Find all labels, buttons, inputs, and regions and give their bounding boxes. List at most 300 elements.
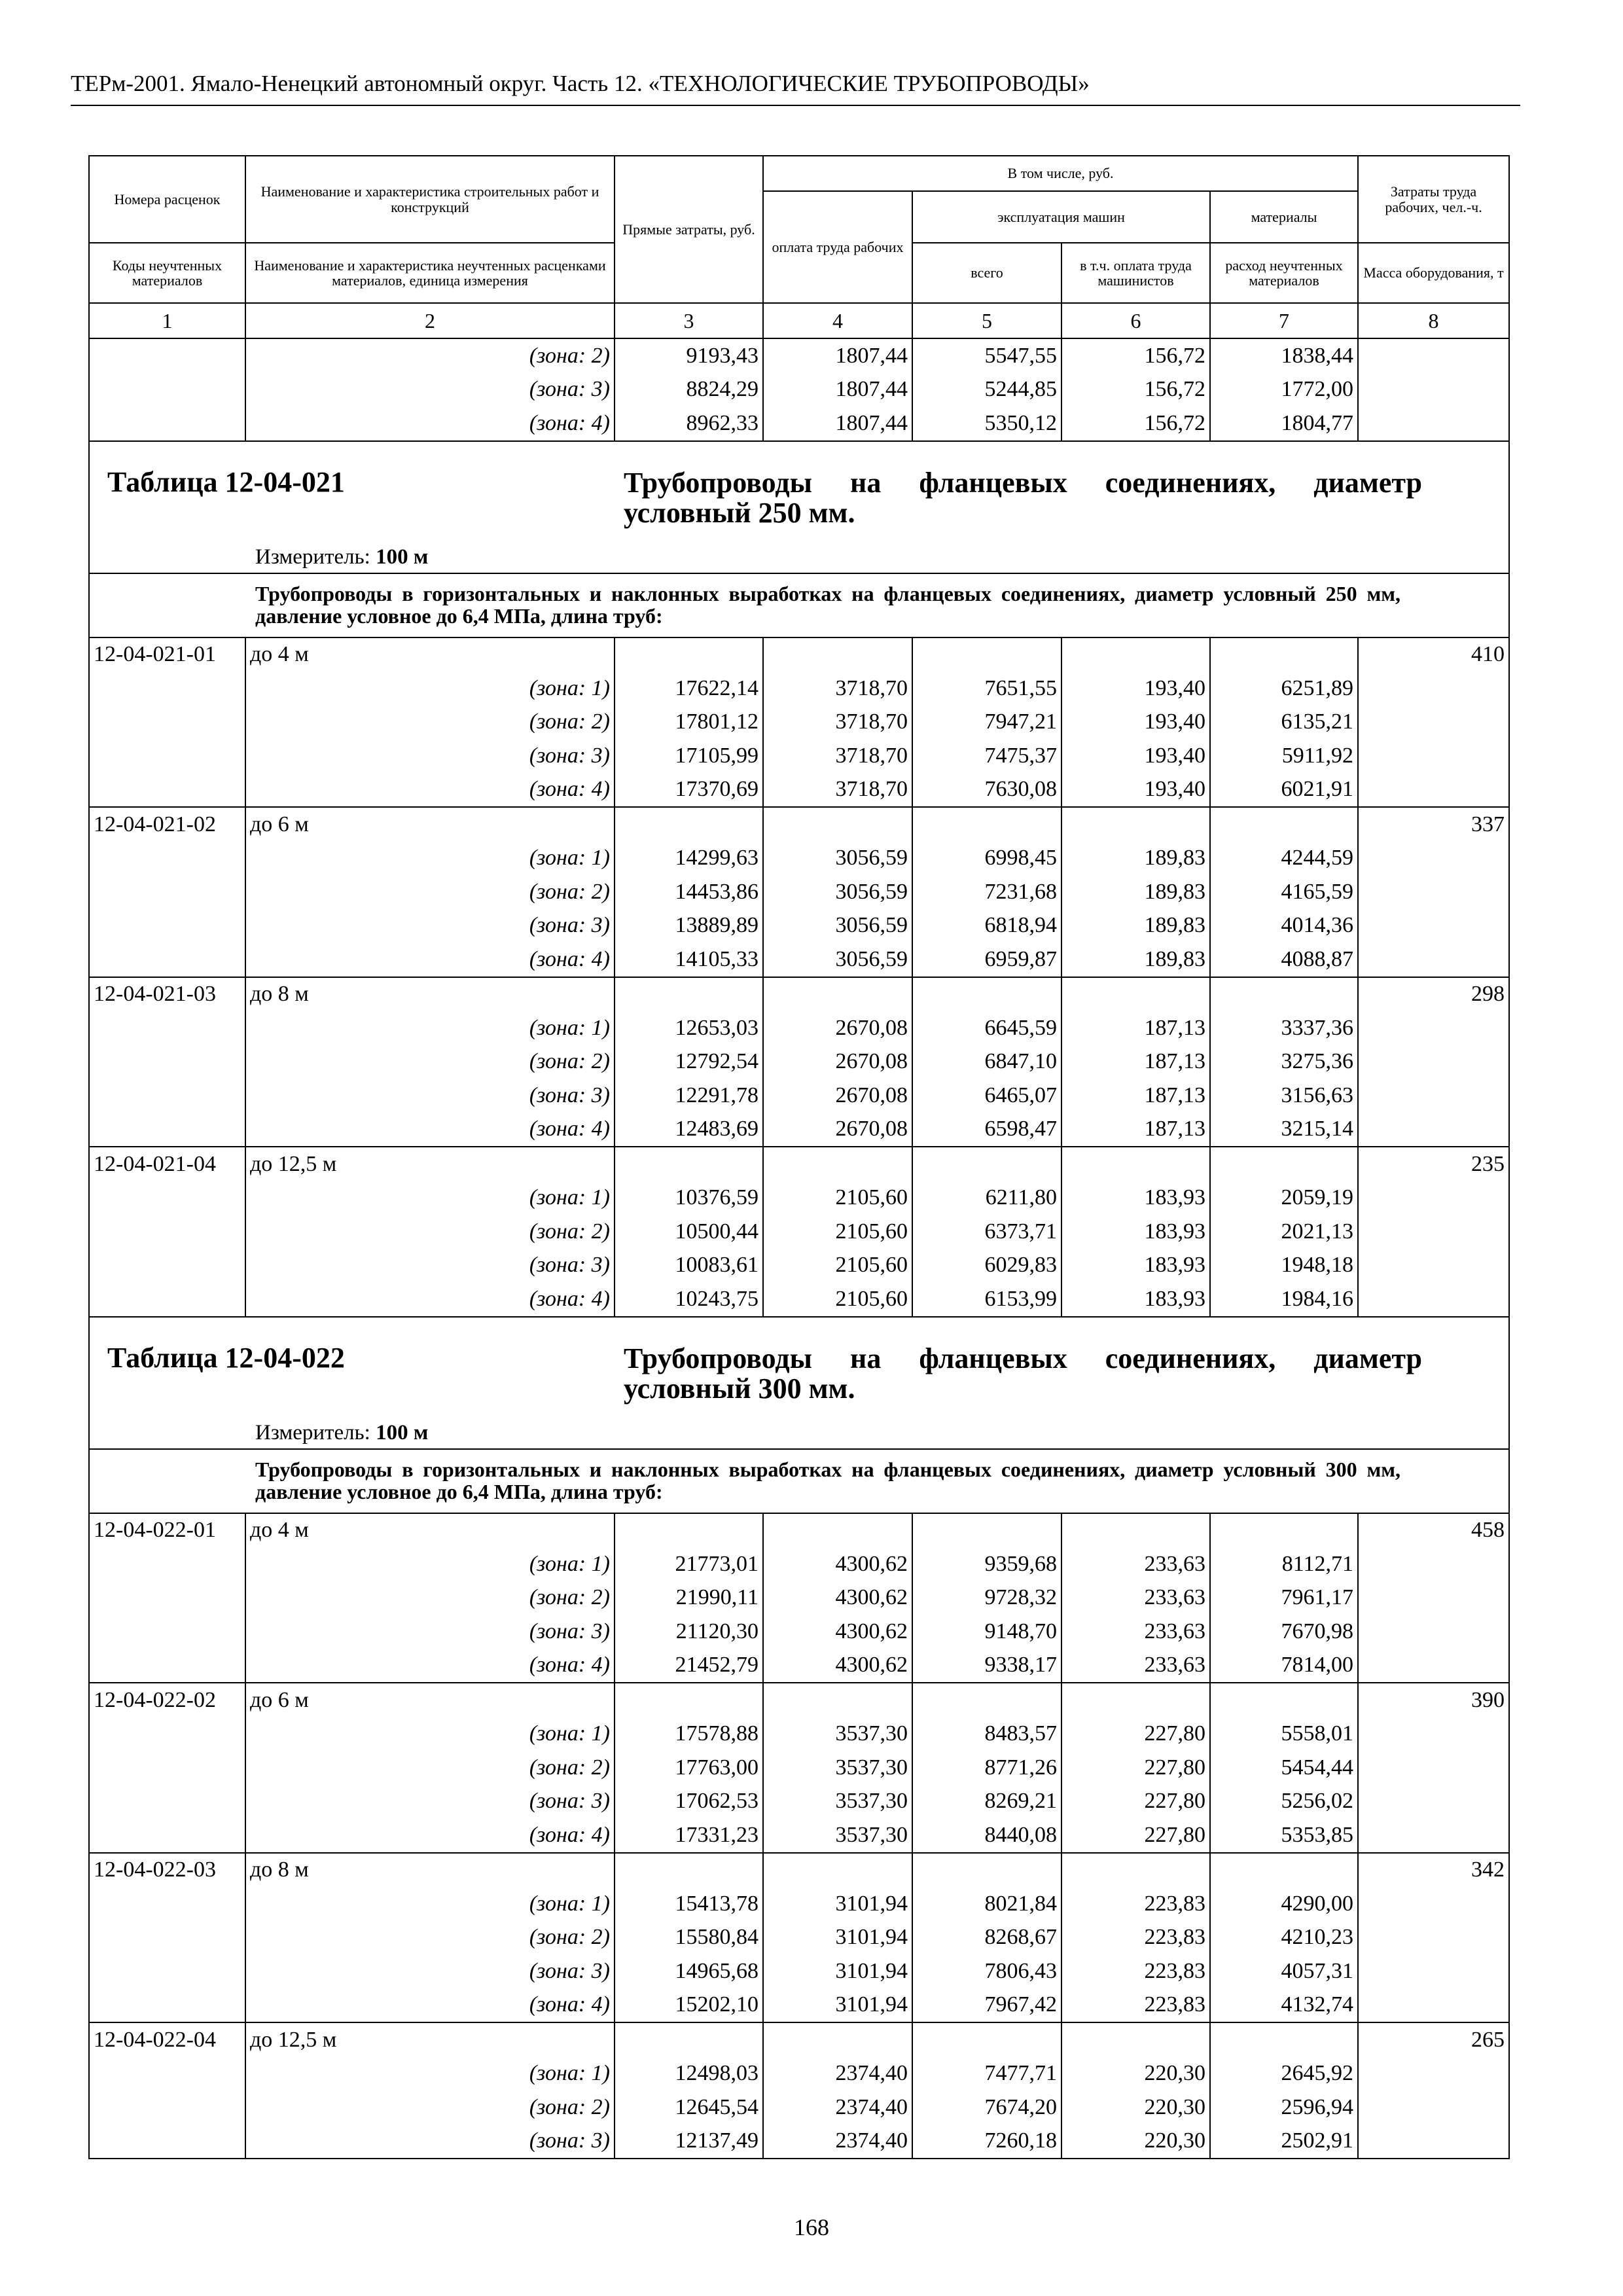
value-cell: 233,63 <box>1061 1649 1210 1683</box>
column-number: 4 <box>763 303 912 338</box>
rate-code: 12-04-022-02 <box>89 1683 245 1717</box>
value-cell: 2059,19 <box>1210 1181 1358 1215</box>
empty-cell <box>763 807 912 842</box>
empty-cell <box>1358 1921 1509 1955</box>
value-cell: 193,40 <box>1061 773 1210 808</box>
empty-cell <box>89 2090 245 2125</box>
value-cell: 2105,60 <box>763 1282 912 1317</box>
empty-cell <box>89 1215 245 1249</box>
value-cell: 4300,62 <box>763 1581 912 1615</box>
value-cell: 2105,60 <box>763 1215 912 1249</box>
value-cell: 6211,80 <box>912 1181 1061 1215</box>
zone-label: (зона: 1) <box>245 1181 615 1215</box>
empty-cell <box>1358 1785 1509 1819</box>
labor-cost: 342 <box>1358 1853 1509 1888</box>
empty-cell <box>1358 1249 1509 1283</box>
zone-row <box>89 1181 1509 1215</box>
empty-cell <box>1358 1282 1509 1317</box>
table-title-block <box>89 1317 1509 1449</box>
empty-cell <box>1210 1683 1358 1717</box>
empty-cell <box>89 1011 245 1045</box>
zone-label: (зона: 4) <box>245 942 615 977</box>
zone-row <box>89 1581 1509 1615</box>
column-number: 1 <box>89 303 245 338</box>
rate-row <box>89 977 1509 1012</box>
empty-cell <box>1358 773 1509 808</box>
value-cell: 6029,83 <box>912 1249 1061 1283</box>
empty-cell <box>615 2022 763 2057</box>
empty-cell <box>89 875 245 909</box>
empty-cell <box>89 1282 245 1317</box>
value-cell: 3537,30 <box>763 1818 912 1853</box>
zone-label: (зона: 4) <box>245 1818 615 1853</box>
zone-label: (зона: 3) <box>245 1785 615 1819</box>
value-cell: 7475,37 <box>912 739 1061 773</box>
header-machines: эксплуатация машин <box>912 191 1210 243</box>
value-cell: 4165,59 <box>1210 875 1358 909</box>
value-cell: 5454,44 <box>1210 1751 1358 1785</box>
value-cell: 5350,12 <box>912 406 1061 441</box>
value-cell: 223,83 <box>1061 1887 1210 1921</box>
empty-cell <box>1358 706 1509 740</box>
value-cell: 3537,30 <box>763 1785 912 1819</box>
value-cell: 3056,59 <box>763 942 912 977</box>
value-cell: 2105,60 <box>763 1249 912 1283</box>
empty-cell <box>89 1785 245 1819</box>
value-cell: 7651,55 <box>912 672 1061 706</box>
value-cell: 3337,36 <box>1210 1011 1358 1045</box>
value-cell: 8440,08 <box>912 1818 1061 1853</box>
empty-cell <box>1358 1751 1509 1785</box>
value-cell: 3275,36 <box>1210 1045 1358 1079</box>
value-cell: 1948,18 <box>1210 1249 1358 1283</box>
value-cell: 17763,00 <box>615 1751 763 1785</box>
value-cell: 3718,70 <box>763 672 912 706</box>
value-cell: 7814,00 <box>1210 1649 1358 1683</box>
empty-cell <box>1210 2022 1358 2057</box>
value-cell: 183,93 <box>1061 1181 1210 1215</box>
zone-label: (зона: 4) <box>245 1649 615 1683</box>
rate-row <box>89 807 1509 842</box>
value-cell: 6959,87 <box>912 942 1061 977</box>
zone-label: (зона: 4) <box>245 1113 615 1147</box>
empty-cell <box>615 637 763 672</box>
empty-cell <box>912 2022 1061 2057</box>
column-number: 2 <box>245 303 615 338</box>
value-cell: 220,30 <box>1061 2057 1210 2091</box>
column-number: 3 <box>615 303 763 338</box>
empty-cell <box>763 977 912 1012</box>
value-cell: 10243,75 <box>615 1282 763 1317</box>
value-cell: 6373,71 <box>912 1215 1061 1249</box>
zone-label: (зона: 3) <box>245 2125 615 2159</box>
value-cell: 156,72 <box>1061 373 1210 407</box>
empty-cell <box>89 1249 245 1283</box>
value-cell: 7806,43 <box>912 1954 1061 1988</box>
empty-cell <box>89 773 245 808</box>
value-cell: 7477,71 <box>912 2057 1061 2091</box>
header-col7: расход неучтенных материалов <box>1210 243 1358 303</box>
zone-label: (зона: 2) <box>245 706 615 740</box>
rate-row <box>89 1683 1509 1717</box>
empty-cell <box>89 2057 245 2091</box>
empty-cell <box>763 1853 912 1888</box>
value-cell: 156,72 <box>1061 338 1210 373</box>
rate-name: до 12,5 м <box>245 1147 615 1181</box>
rate-code: 12-04-021-03 <box>89 977 245 1012</box>
value-cell: 17801,12 <box>615 706 763 740</box>
value-cell: 1984,16 <box>1210 1282 1358 1317</box>
value-cell: 220,30 <box>1061 2090 1210 2125</box>
header-col6: в т.ч. оплата труда машинистов <box>1061 243 1210 303</box>
value-cell: 9359,68 <box>912 1547 1061 1581</box>
value-cell: 227,80 <box>1061 1785 1210 1819</box>
empty-cell <box>89 1547 245 1581</box>
zone-row <box>89 1547 1509 1581</box>
value-cell: 2374,40 <box>763 2090 912 2125</box>
value-cell: 8021,84 <box>912 1887 1061 1921</box>
rate-name: до 12,5 м <box>245 2022 615 2057</box>
value-cell: 3156,63 <box>1210 1079 1358 1113</box>
value-cell: 189,83 <box>1061 875 1210 909</box>
value-cell: 2105,60 <box>763 1181 912 1215</box>
value-cell: 2670,08 <box>763 1079 912 1113</box>
empty-cell <box>89 1717 245 1751</box>
value-cell: 2670,08 <box>763 1011 912 1045</box>
page-number: 168 <box>794 2214 829 2240</box>
value-cell: 3056,59 <box>763 842 912 876</box>
rate-name: до 4 м <box>245 637 615 672</box>
header-col2-top: Наименование и характеристика строительных работ и конструкций <box>245 156 615 243</box>
empty-cell <box>89 1581 245 1615</box>
empty-cell <box>89 1954 245 1988</box>
empty-cell <box>1358 1818 1509 1853</box>
value-cell: 7630,08 <box>912 773 1061 808</box>
rate-row <box>89 637 1509 672</box>
empty-cell <box>1358 1181 1509 1215</box>
value-cell: 3056,59 <box>763 875 912 909</box>
zone-label: (зона: 1) <box>245 1011 615 1045</box>
unit-label: Измеритель: <box>255 545 370 569</box>
value-cell: 4300,62 <box>763 1615 912 1649</box>
value-cell: 189,83 <box>1061 909 1210 943</box>
empty-cell <box>89 1818 245 1853</box>
empty-cell <box>1210 977 1358 1012</box>
empty-cell <box>89 406 245 441</box>
value-cell: 2645,92 <box>1210 2057 1358 2091</box>
empty-cell <box>615 1147 763 1181</box>
header-materials: материалы <box>1210 191 1358 243</box>
value-cell: 6135,21 <box>1210 706 1358 740</box>
empty-cell <box>1358 842 1509 876</box>
value-cell: 15202,10 <box>615 1988 763 2023</box>
empty-cell <box>1358 1547 1509 1581</box>
zone-row <box>89 338 1509 373</box>
value-cell: 12792,54 <box>615 1045 763 1079</box>
value-cell: 3215,14 <box>1210 1113 1358 1147</box>
value-cell: 12645,54 <box>615 2090 763 2125</box>
zone-label: (зона: 3) <box>245 739 615 773</box>
value-cell: 21452,79 <box>615 1649 763 1683</box>
empty-cell <box>912 807 1061 842</box>
value-cell: 14965,68 <box>615 1954 763 1988</box>
empty-cell <box>615 1853 763 1888</box>
value-cell: 4057,31 <box>1210 1954 1358 1988</box>
value-cell: 5911,92 <box>1210 739 1358 773</box>
value-cell: 227,80 <box>1061 1818 1210 1853</box>
value-cell: 17622,14 <box>615 672 763 706</box>
value-cell: 8483,57 <box>912 1717 1061 1751</box>
labor-cost: 458 <box>1358 1513 1509 1548</box>
empty-cell <box>912 637 1061 672</box>
empty-cell <box>1210 1513 1358 1548</box>
zone-row <box>89 1079 1509 1113</box>
empty-cell <box>1358 1079 1509 1113</box>
empty-cell <box>1061 2022 1210 2057</box>
value-cell: 17370,69 <box>615 773 763 808</box>
table-code: Таблица 12-04-021 <box>107 465 345 498</box>
rate-name: до 4 м <box>245 1513 615 1548</box>
rate-row <box>89 1147 1509 1181</box>
zone-label: (зона: 1) <box>245 1547 615 1581</box>
value-cell: 233,63 <box>1061 1581 1210 1615</box>
zone-row <box>89 1921 1509 1955</box>
value-cell: 15580,84 <box>615 1921 763 1955</box>
value-cell: 183,93 <box>1061 1215 1210 1249</box>
empty-cell <box>89 942 245 977</box>
value-cell: 21990,11 <box>615 1581 763 1615</box>
zone-label: (зона: 2) <box>245 1215 615 1249</box>
zone-row <box>89 2090 1509 2125</box>
empty-cell <box>89 1113 245 1147</box>
price-table <box>88 155 1510 2159</box>
zone-row <box>89 2057 1509 2091</box>
value-cell: 7670,98 <box>1210 1615 1358 1649</box>
zone-row <box>89 1649 1509 1683</box>
rate-row <box>89 1853 1509 1888</box>
rate-code: 12-04-021-02 <box>89 807 245 842</box>
empty-cell <box>1061 1147 1210 1181</box>
zone-label: (зона: 2) <box>245 338 615 373</box>
value-cell: 156,72 <box>1061 406 1210 441</box>
empty-cell <box>1061 637 1210 672</box>
empty-cell <box>1358 672 1509 706</box>
value-cell: 8771,26 <box>912 1751 1061 1785</box>
value-cell: 12498,03 <box>615 2057 763 2091</box>
value-cell: 4132,74 <box>1210 1988 1358 2023</box>
value-cell: 183,93 <box>1061 1282 1210 1317</box>
value-cell: 7947,21 <box>912 706 1061 740</box>
value-cell: 4088,87 <box>1210 942 1358 977</box>
empty-cell <box>615 807 763 842</box>
value-cell: 7231,68 <box>912 875 1061 909</box>
value-cell: 4300,62 <box>763 1649 912 1683</box>
value-cell: 17578,88 <box>615 1717 763 1751</box>
empty-cell <box>1358 1011 1509 1045</box>
zone-row <box>89 1113 1509 1147</box>
zone-label: (зона: 4) <box>245 773 615 808</box>
value-cell: 187,13 <box>1061 1045 1210 1079</box>
header-col3: Прямые затраты, руб. <box>615 156 763 303</box>
zone-label: (зона: 3) <box>245 373 615 407</box>
labor-cost: 298 <box>1358 977 1509 1012</box>
value-cell: 8824,29 <box>615 373 763 407</box>
empty-cell <box>912 977 1061 1012</box>
zone-row <box>89 875 1509 909</box>
value-cell: 10083,61 <box>615 1249 763 1283</box>
zone-row <box>89 1988 1509 2023</box>
value-cell: 2670,08 <box>763 1113 912 1147</box>
value-cell: 1772,00 <box>1210 373 1358 407</box>
value-cell: 233,63 <box>1061 1547 1210 1581</box>
labor-cost: 390 <box>1358 1683 1509 1717</box>
empty-cell <box>763 637 912 672</box>
empty-cell <box>1358 1113 1509 1147</box>
zone-row <box>89 1818 1509 1853</box>
header-col4: оплата труда рабочих <box>763 191 912 303</box>
value-cell: 5547,55 <box>912 338 1061 373</box>
empty-cell <box>1061 1853 1210 1888</box>
column-number: 6 <box>1061 303 1210 338</box>
value-cell: 3718,70 <box>763 739 912 773</box>
empty-cell <box>89 672 245 706</box>
value-cell: 17105,99 <box>615 739 763 773</box>
zone-label: (зона: 4) <box>245 406 615 441</box>
empty-cell <box>1061 977 1210 1012</box>
value-cell: 3718,70 <box>763 706 912 740</box>
value-cell: 4290,00 <box>1210 1887 1358 1921</box>
empty-cell <box>1061 807 1210 842</box>
empty-cell <box>763 1683 912 1717</box>
value-cell: 5244,85 <box>912 373 1061 407</box>
empty-cell <box>615 977 763 1012</box>
header-including: В том числе, руб. <box>763 156 1358 191</box>
zone-row <box>89 1249 1509 1283</box>
zone-row <box>89 373 1509 407</box>
value-cell: 12291,78 <box>615 1079 763 1113</box>
table-description: Трубопроводы в горизонтальных и наклонных выработках на фланцевых соединениях, диаметр условный 250 мм, давление условное до 6,4 МПа, длина труб: <box>255 581 1401 628</box>
value-cell: 13889,89 <box>615 909 763 943</box>
value-cell: 223,83 <box>1061 1954 1210 1988</box>
rate-code: 12-04-021-04 <box>89 1147 245 1181</box>
empty-cell <box>1358 373 1509 407</box>
empty-cell <box>1358 1581 1509 1615</box>
labor-cost: 410 <box>1358 637 1509 672</box>
zone-row <box>89 1751 1509 1785</box>
zone-label: (зона: 1) <box>245 842 615 876</box>
value-cell: 227,80 <box>1061 1751 1210 1785</box>
value-cell: 1807,44 <box>763 373 912 407</box>
value-cell: 21773,01 <box>615 1547 763 1581</box>
value-cell: 1838,44 <box>1210 338 1358 373</box>
rate-row <box>89 1513 1509 1548</box>
value-cell: 7967,42 <box>912 1988 1061 2023</box>
unit-of-measure <box>255 1422 428 1444</box>
value-cell: 5353,85 <box>1210 1818 1358 1853</box>
value-cell: 8112,71 <box>1210 1547 1358 1581</box>
empty-cell <box>1358 2125 1509 2159</box>
empty-cell <box>1358 739 1509 773</box>
empty-cell <box>89 1045 245 1079</box>
value-cell: 8268,67 <box>912 1921 1061 1955</box>
value-cell: 2596,94 <box>1210 2090 1358 2125</box>
header-col5: всего <box>912 243 1061 303</box>
value-cell: 5558,01 <box>1210 1717 1358 1751</box>
table-description-row <box>89 1449 1509 1513</box>
table-title: Трубопроводы на фланцевых соединениях, диаметр условный 300 мм. <box>624 1342 1422 1405</box>
column-number: 5 <box>912 303 1061 338</box>
zone-row <box>89 706 1509 740</box>
empty-cell <box>89 1887 245 1921</box>
value-cell: 4210,23 <box>1210 1921 1358 1955</box>
value-cell: 6153,99 <box>912 1282 1061 1317</box>
value-cell: 2502,91 <box>1210 2125 1358 2159</box>
value-cell: 10376,59 <box>615 1181 763 1215</box>
value-cell: 8962,33 <box>615 406 763 441</box>
rate-code: 12-04-022-03 <box>89 1853 245 1888</box>
running-head: ТЕРм-2001. Ямало-Ненецкий автономный округ. Часть 12. «ТЕХНОЛОГИЧЕСКИЕ ТРУБОПРОВОДЫ» <box>71 71 1090 96</box>
zone-label: (зона: 2) <box>245 1581 615 1615</box>
value-cell: 233,63 <box>1061 1615 1210 1649</box>
empty-cell <box>1358 406 1509 441</box>
value-cell: 4014,36 <box>1210 909 1358 943</box>
zone-label: (зона: 2) <box>245 1045 615 1079</box>
value-cell: 6998,45 <box>912 842 1061 876</box>
zone-label: (зона: 2) <box>245 875 615 909</box>
value-cell: 187,13 <box>1061 1113 1210 1147</box>
zone-label: (зона: 4) <box>245 1282 615 1317</box>
value-cell: 9728,32 <box>912 1581 1061 1615</box>
empty-cell <box>89 373 245 407</box>
table-title: Трубопроводы на фланцевых соединениях, диаметр условный 250 мм. <box>624 466 1422 529</box>
labor-cost: 265 <box>1358 2022 1509 2057</box>
rate-name: до 8 м <box>245 1853 615 1888</box>
zone-label: (зона: 1) <box>245 1717 615 1751</box>
value-cell: 7260,18 <box>912 2125 1061 2159</box>
zone-row <box>89 1215 1509 1249</box>
empty-cell <box>1358 942 1509 977</box>
empty-cell <box>1358 1887 1509 1921</box>
value-cell: 6598,47 <box>912 1113 1061 1147</box>
value-cell: 14105,33 <box>615 942 763 977</box>
value-cell: 14453,86 <box>615 875 763 909</box>
empty-cell <box>1061 1513 1210 1548</box>
zone-label: (зона: 3) <box>245 1249 615 1283</box>
unit-of-measure <box>255 547 428 568</box>
value-cell: 193,40 <box>1061 739 1210 773</box>
empty-cell <box>1358 2057 1509 2091</box>
zone-row <box>89 2125 1509 2159</box>
empty-cell <box>615 1683 763 1717</box>
zone-row <box>89 1045 1509 1079</box>
labor-cost: 235 <box>1358 1147 1509 1181</box>
value-cell: 6465,07 <box>912 1079 1061 1113</box>
value-cell: 2670,08 <box>763 1045 912 1079</box>
value-cell: 3718,70 <box>763 773 912 808</box>
header-col8-top: Затраты труда рабочих, чел.-ч. <box>1358 156 1509 243</box>
empty-cell <box>89 338 245 373</box>
unit-value: 100 м <box>376 1420 429 1444</box>
zone-row <box>89 773 1509 808</box>
rate-code: 12-04-021-01 <box>89 637 245 672</box>
empty-cell <box>763 2022 912 2057</box>
zone-row <box>89 672 1509 706</box>
value-cell: 3537,30 <box>763 1751 912 1785</box>
value-cell: 3056,59 <box>763 909 912 943</box>
value-cell: 1807,44 <box>763 338 912 373</box>
empty-cell <box>89 1649 245 1683</box>
empty-cell <box>1358 909 1509 943</box>
